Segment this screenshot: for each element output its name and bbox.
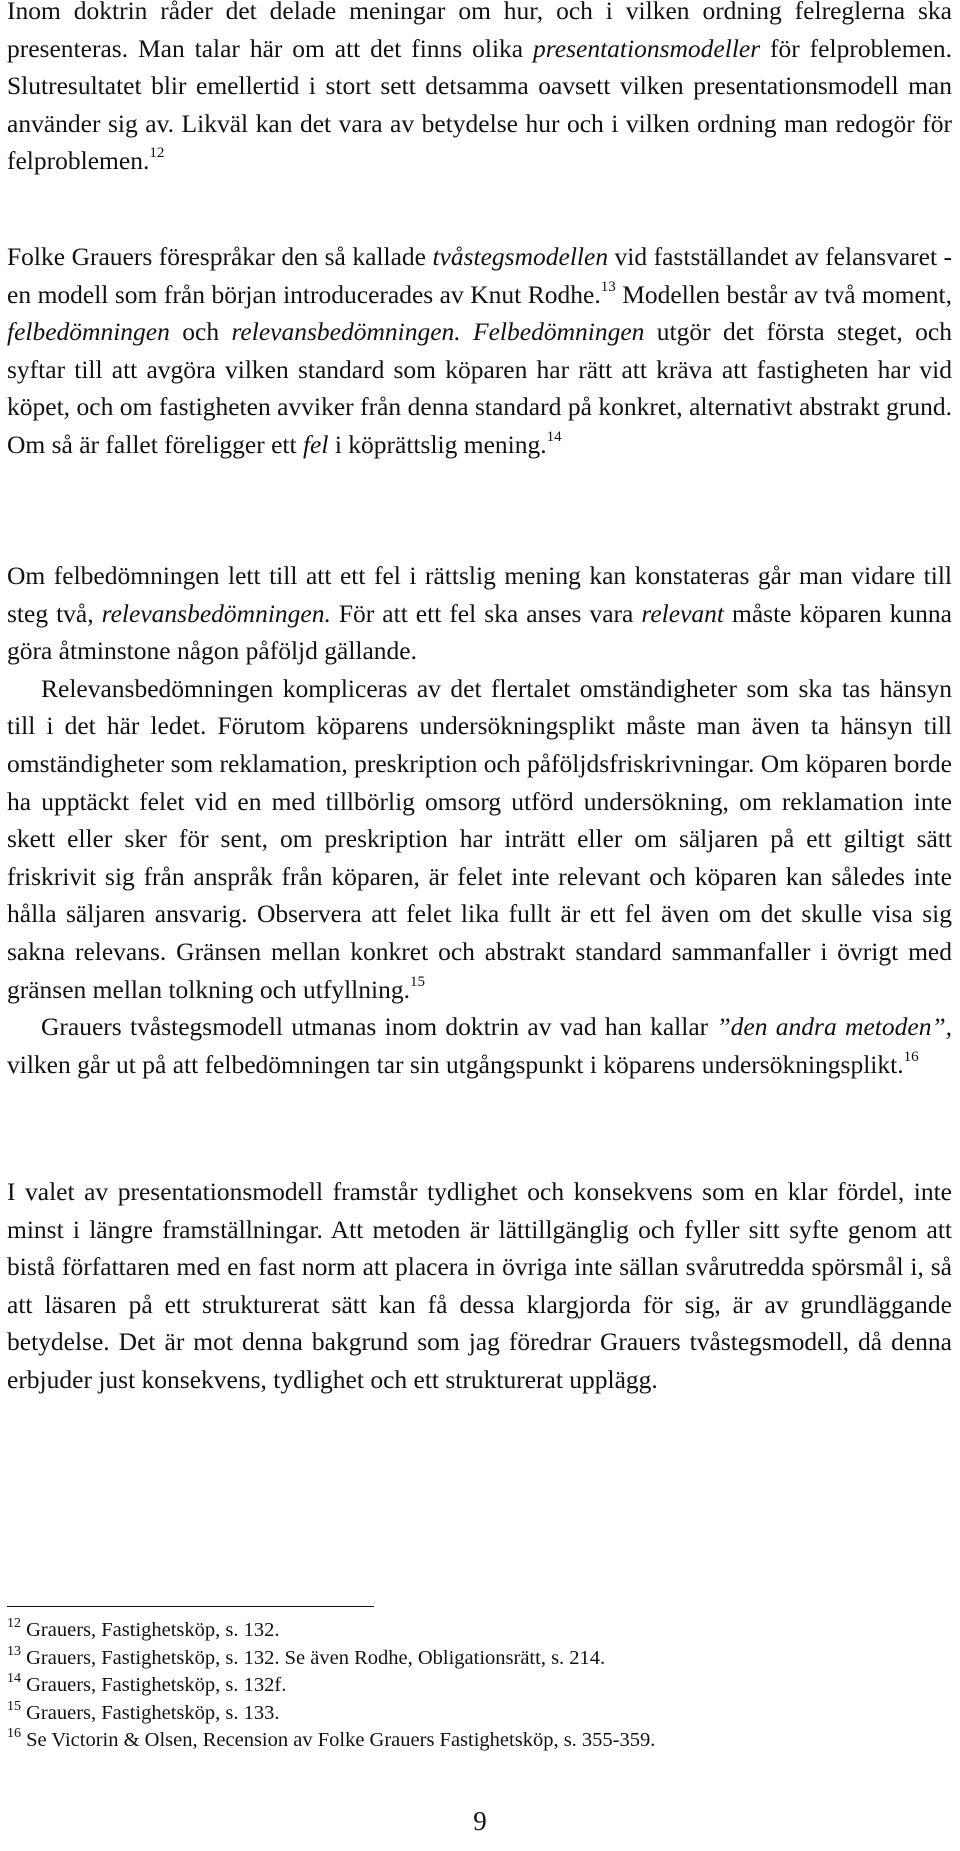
text-run: Om felbedömningen lett till att ett fel i rättslig mening kan konstateras går man vidare till steg två, [7,561,952,628]
italic-term: relevant [641,598,724,628]
paragraph-presentation-models [7,0,952,180]
text-run: måste köparen kunna göra åtminstone någon påföljd gällande. [7,598,952,666]
text-run: Folke Grauers förespråkar den så kallade [7,242,433,271]
footnote-number: 15 [7,1698,21,1714]
footnote-number: 16 [7,1726,21,1741]
text-run [461,317,473,346]
footnote-ref-16[interactable]: 16 [903,1048,919,1065]
text-run: och [169,317,232,347]
text-run: Modellen består av två moment, [615,279,952,309]
footnote-number: 13 [7,1643,21,1659]
footnote-separator [7,1606,374,1607]
footnote-text: Grauers, Fastighetsköp, s. 133. [21,1701,280,1724]
footnote-ref-12[interactable]: 12 [149,145,165,162]
text-run: vid fastställandet av felansvaret - en modell som från början introducerades av Knut Rodhe. [7,242,952,309]
italic-term: fel [302,429,329,459]
footnote-text: Grauers, Fastighetsköp, s. 132. [21,1619,280,1641]
footnote-14 [7,1672,952,1700]
text-run: vilken går ut på att felbedömningen tar sin utgångspunkt i köparens undersökningsplikt. [7,1049,904,1079]
italic-term: relevansbedömningen. [231,317,461,347]
text-run: utgör det första steget, och syftar till att avgöra vilken standard som köparen har rätt att kräva att fastigheten har vid köpet, och om fastigheten avviker från denna standard på konkret, alternativt abstrakt grund. Om så är fallet föreligger ett [7,317,952,459]
paragraph-relevance-assessment [7,557,952,1083]
italic-term: Felbedömningen [473,317,645,347]
footnote-16 [7,1727,952,1755]
text-run: Relevansbedömningen kompliceras av det flertalet omständigheter som ska tas hänsyn till i det här ledet. Förutom köparens undersökningsplikt måste man även ta hänsyn till omständigheter som reklamation, preskription och påföljdsfriskrivningar. Om köparen borde ha upptäckt felet vid en med tillbörlig omsorg utförd undersökning, om reklamation inte skett eller sker för sent, om preskription har inträtt eller om säljaren på ett giltigt sätt friskrivit sig från anspråk från köparen, är felet inte relevant och köparen kan således inte hålla säljaren ansvarig. Observera att felet lika fullt är ett fel även om det skulle visa sig sakna relevans. Gränsen mellan konkret och abstrakt standard sammanfaller i övrigt med gränsen mellan tolkning och utfyllning. [7,673,952,1004]
footnote-ref-15[interactable]: 15 [409,973,425,990]
italic-term: felbedömningen [7,317,170,347]
text-run: i köprättslig mening. [328,429,547,459]
footnote-ref-13[interactable]: 13 [600,278,616,295]
footnote-13 [7,1645,952,1673]
footnote-text: Se Victorin & Olsen, Recension av Folke Grauers Fastighetsköp, s. 355-359. [21,1729,656,1751]
footnote-number: 12 [7,1616,21,1631]
footnote-ref-14[interactable]: 14 [546,428,562,445]
footnote-number: 14 [7,1671,21,1686]
text-run: Inom doktrin råder det delade meningar om hur, och i vilken ordning felreglerna ska presenteras. Man talar här om att det finns olika [7,0,952,63]
footnotes [7,1617,952,1755]
italic-term: presentationsmodeller [533,33,761,63]
italic-term: relevansbedömningen. [101,598,331,628]
italic-term: tvåstegsmodellen [432,242,609,271]
text-run: I valet av presentationsmodell framstår tydlighet och konsekvens som en klar fördel, inte minst i längre framställningar. Att metoden är lättillgänglig och fyller sitt syfte genom att bistå författaren med en fast norm att placera in övriga inte sällan svårutredda spörsmål i, så att läsaren på ett strukturerat sätt kan få dessa klargjorda för sig, är av grundläggande betydelse. Det är mot denna bakgrund som jag föredrar Grauers tvåstegsmodell, då denna erbjuder just konsekvens, tydlighet och ett strukturerat upplägg. [7,1177,952,1394]
page-number: 9 [473,1806,487,1836]
text-run: För att ett fel ska anses vara [330,598,642,628]
footnote-text: Grauers, Fastighetsköp, s. 132. Se även Rodhe, Obligationsrätt, s. 214. [21,1646,606,1669]
paragraph-conclusion [7,1173,952,1399]
footnote-12 [7,1617,952,1645]
footnote-text: Grauers, Fastighetsköp, s. 132f. [21,1674,287,1696]
text-run: för felproblemen. Slutresultatet blir emellertid i stort sett detsamma oavsett vilken presentationsmodell man använder sig av. Likväl kan det vara av betydelse hur och i vilken ordning man redogör för felproblemen. [7,33,953,176]
italic-term: ”den andra metoden”, [716,1012,952,1042]
footnote-15 [7,1700,952,1728]
paragraph-two-step-model [7,238,952,464]
text-run: Grauers tvåstegsmodell utmanas inom doktrin av vad han kallar [41,1012,717,1042]
